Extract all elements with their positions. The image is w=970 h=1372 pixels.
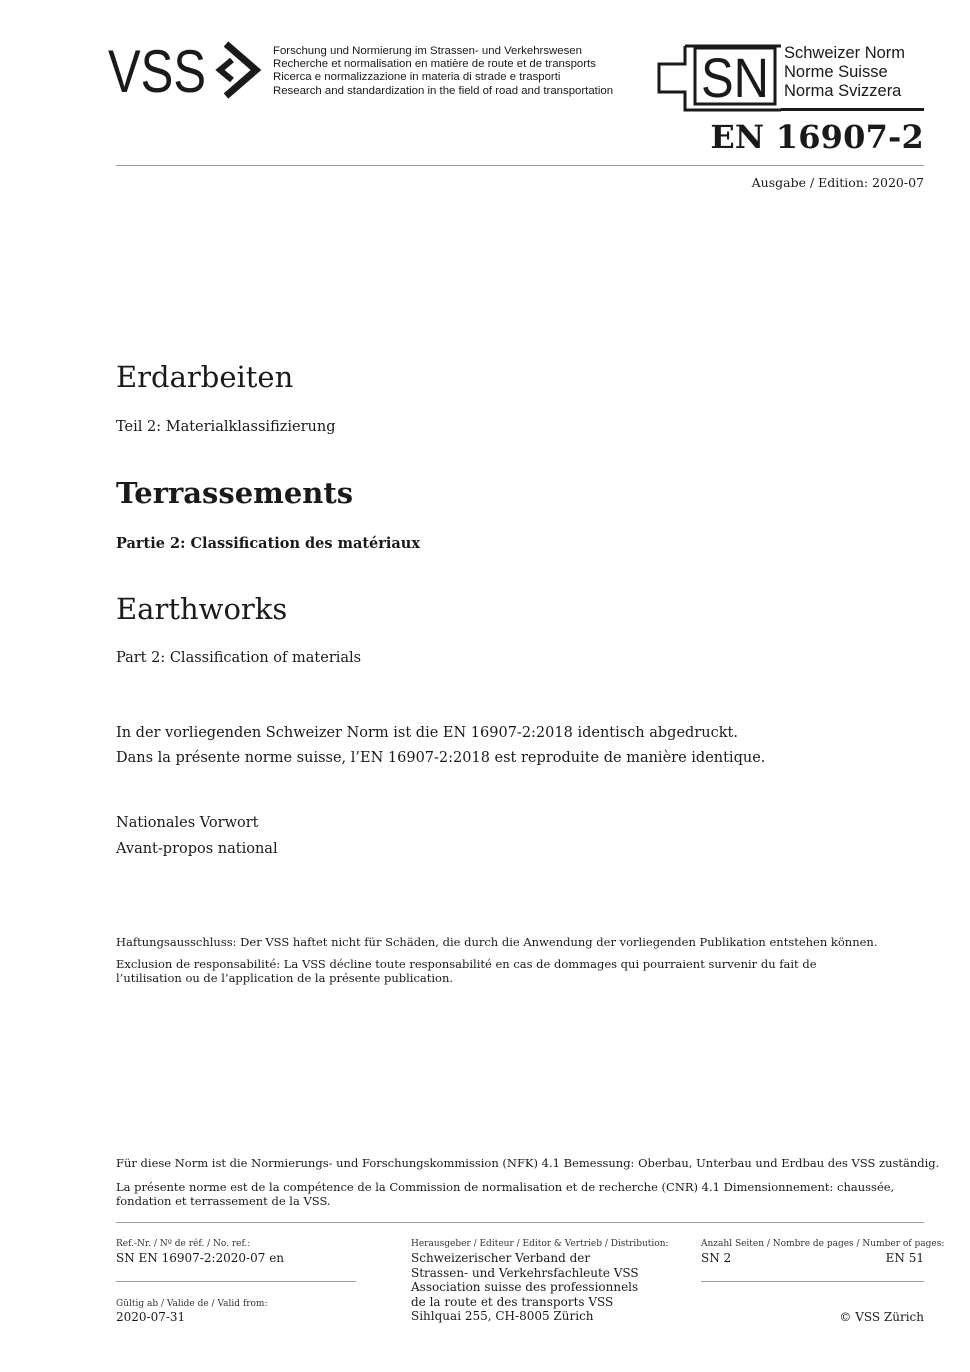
sn-name-de: Schweizer Norm <box>784 44 906 62</box>
subtitle-en: Part 2: Classification of materials <box>116 650 362 666</box>
vss-logo-text: VSS <box>108 40 206 100</box>
publisher-line: Strassen- und Verkehrsfachleute VSS <box>411 1265 639 1280</box>
valid-from-label: Gültig ab / Valide de / Valid from: <box>116 1299 268 1309</box>
ref-number-label: Ref.-Nr. / Nº de réf. / No. ref.: <box>116 1239 251 1249</box>
publisher-line: Schweizerischer Verband der <box>411 1251 591 1265</box>
sn-logo-text: SN <box>701 46 769 109</box>
valid-from-value: 2020-07-31 <box>116 1310 186 1324</box>
publisher-address <box>411 1251 639 1324</box>
vss-taglines <box>273 45 613 98</box>
committee-note-fr: La présente norme est de la compétence de la Commission de normalisation et de recherche (CNR) 4.1 Dimensionnement: chaussée, fondation et terrassement de la VSS. <box>116 1180 895 1208</box>
vss-logo <box>108 40 268 100</box>
reprint-note-fr: Dans la présente norme suisse, l’EN 16907-2:2018 est reproduite de manière identique. <box>116 750 766 766</box>
page-count-label: Anzahl Seiten / Nombre de pages / Number of pages: <box>701 1239 945 1249</box>
ref-number-value: SN EN 16907-2:2020-07 en <box>116 1251 285 1265</box>
footer-right-divider <box>701 1281 924 1282</box>
footer-left-divider <box>116 1281 356 1282</box>
publisher-line: Sihlquai 255, CH-8005 Zürich <box>411 1309 594 1324</box>
reprint-note-de: In der vorliegenden Schweizer Norm ist die EN 16907-2:2018 identisch abgedruckt. <box>116 725 738 741</box>
publisher-line: Association suisse des professionnels <box>411 1280 639 1295</box>
copyright: © VSS Zürich <box>839 1310 924 1324</box>
header-divider <box>116 165 924 166</box>
sn-name-fr: Norme Suisse <box>784 63 888 81</box>
edition-date: Ausgabe / Edition: 2020-07 <box>751 175 924 190</box>
page-count-en: EN 51 <box>885 1251 924 1265</box>
foreword-heading-fr: Avant-propos national <box>116 841 278 857</box>
foreword-heading-de: Nationales Vorwort <box>116 815 259 831</box>
tagline-fr: Recherche et normalisation en matière de route et de transports <box>273 58 596 71</box>
sn-names <box>784 44 905 101</box>
title-de: Erdarbeiten <box>116 360 294 394</box>
disclaimer-de: Haftungsausschluss: Der VSS haftet nicht für Schäden, die durch die Anwendung der vorliegenden Publikation entstehen können. <box>116 935 878 949</box>
subtitle-de: Teil 2: Materialklassifizierung <box>116 419 336 435</box>
sn-name-it: Norma Svizzera <box>784 82 902 100</box>
publisher-line: de la route et des transports VSS <box>411 1294 614 1309</box>
subtitle-fr: Partie 2: Classification des matériaux <box>116 535 420 552</box>
page-count-sn: SN 2 <box>701 1251 732 1265</box>
tagline-de: Forschung und Normierung im Strassen- und Verkehrswesen <box>273 45 582 57</box>
sn-logo <box>657 44 781 112</box>
title-en: Earthworks <box>116 592 288 626</box>
tagline-en: Research and standardization in the field of road and transportation <box>273 84 614 97</box>
standard-number: EN 16907-2 <box>710 118 924 156</box>
committee-note-de: Für diese Norm ist die Normierungs- und Forschungskommission (NFK) 4.1 Bemessung: Oberbau, Unterbau und Erdbau des VSS zuständig. <box>116 1156 940 1170</box>
title-fr: Terrassements <box>116 476 354 510</box>
publisher-label: Herausgeber / Editeur / Editor & Vertrieb / Distribution: <box>411 1239 669 1249</box>
disclaimer-fr: Exclusion de responsabilité: La VSS décline toute responsabilité en cas de dommages qui pourraient survenir du fait de l’utilisation ou de l’application de la présente publication. <box>116 957 817 985</box>
sn-underline <box>781 108 924 111</box>
tagline-it: Ricerca e normalizzazione in materia di strade e trasporti <box>273 71 561 84</box>
footer-divider <box>116 1222 924 1223</box>
